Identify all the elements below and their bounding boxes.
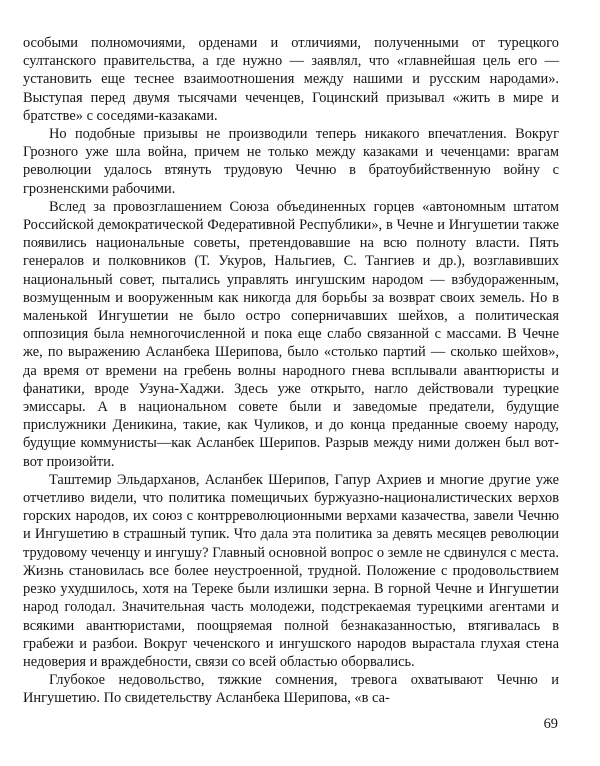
paragraph-3: Вслед за провозглашением Союза объединенных горцев «автономным штатом Российской демократической Федеративной Республики», в Чечне и Ингушетии также появились национальные советы, претендовавшие на всю полноту власти. Пять генералов и полковников (Т. Укуров, Нальгиев, С. Тангиев и др.), возглавивших национальный совет, пытались управлять ингушским народом — взбудораженным, возмущенным и вооруженным как никогда для борьбы за возврат своих земель. Но в маленькой Ингушетии не было остро соперничавших шейхов, а политическая оппозиция была немногочисленной и пока еще слабо связанной с массами. В Чечне же, по выражению Асланбека Шерипова, было «столько партий — сколько шейхов», да время от времени на гребень волны народного гнева всплывали авантюристы и фанатики, вроде Узуна-Хаджи. Здесь уже открыто, нагло действовали турецкие эмиссары. А в национальном совете были и заведомые предатели, будущие прислужники Деникина, такие, как Чуликов, и до конца преданные своему народу, будущие коммунисты—как Асланбек Шерипов. Разрыв между ними должен был вот-вот произойти. xyxy=(23,198,559,470)
page-number: 69 xyxy=(543,716,558,732)
paragraph-2: Но подобные призывы не производили теперь никакого впечатления. Вокруг Грозного уже шла война, причем не только между казаками и чеченцами: врагам революции удалось втянуть трудовую Чечню в братоубийственную войну с грозненскими рабочими. xyxy=(23,126,559,197)
paragraph-5: Глубокое недовольство, тяжкие сомнения, тревога охватывают Чечню и Ингушетию. По свидетельству Асланбека Шерипова, «в са- xyxy=(23,672,559,707)
paragraph-1: особыми полномочиями, орденами и отличиями, полученными от турецкого султанского правительства, а где нужно — заявлял, что «главнейшая цель его — установить еще теснее взаимоотношения между нашими и русским народами». Выступая перед двумя тысячами чеченцев, Гоцинский призывал «жить в мире и братстве» с соседями-казаками. xyxy=(23,35,559,124)
paragraph-4: Таштемир Эльдарханов, Асланбек Шерипов, Гапур Ахриев и многие другие уже отчетливо видели, что политика помещичьих буржуазно-националистических верхов горских народов, их союз с контрреволюционными верхами казачества, завели Чечню и Ингушетию в страшный тупик. Что дала эта политика за девять месяцев революции трудовому чеченцу и ингушу? Главный основной вопрос о земле не сдвинулся с места. Жизнь становилась все более неустроенной, трудной. Положение с продовольствием резко ухудшилось, хотя на Тереке были излишки зерна. В горной Чечне и Ингушетии народ голодал. Значительная часть молодежи, подстрекаемая турецкими агентами и всякими авантюристами, поощряемая полной безнаказанностью, втягивалась в грабежи и разбои. Вокруг чеченского и ингушского народов вырастала глухая стена недоверия и враждебности, связи со всей областью оборвались. xyxy=(23,471,559,670)
page-text-body xyxy=(23,34,559,708)
